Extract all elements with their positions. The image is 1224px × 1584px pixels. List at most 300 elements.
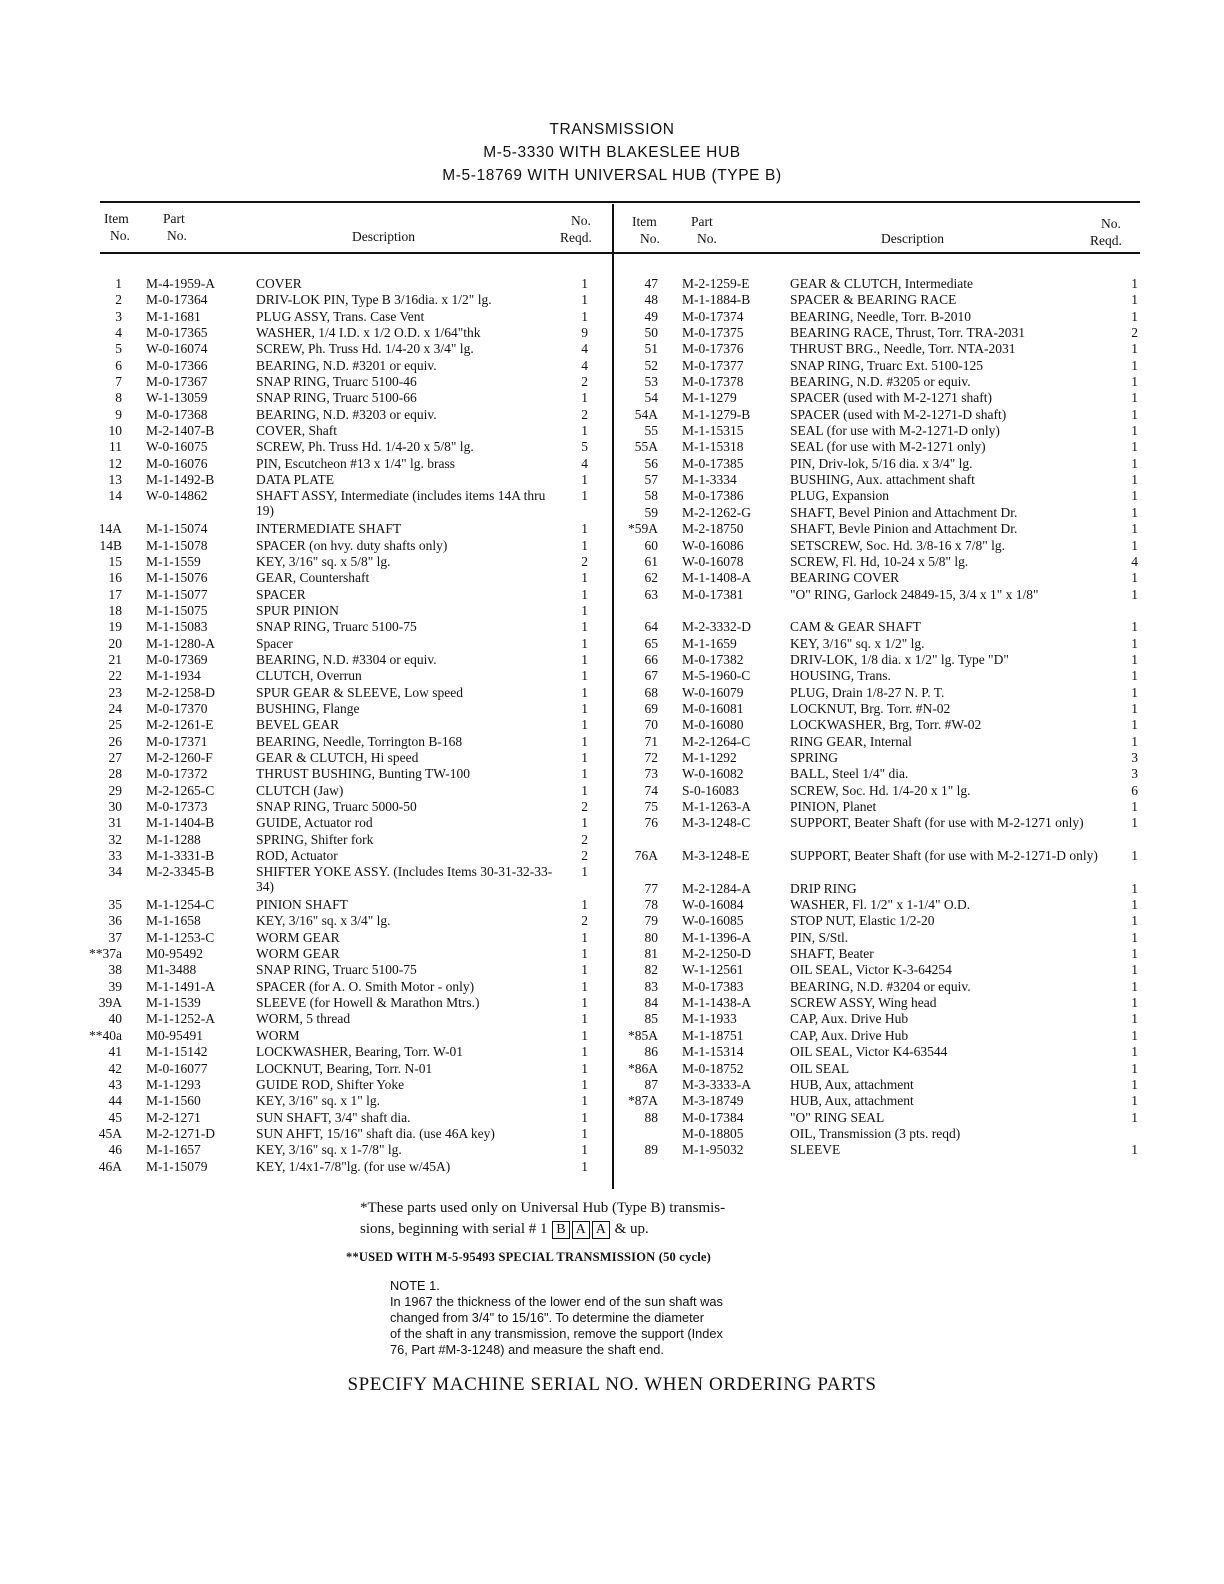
part-description: HUB, Aux, attachment	[790, 1093, 914, 1109]
part-number: M-0-17383	[682, 978, 744, 994]
quantity-required: 1	[581, 586, 588, 602]
table-row	[0, 276, 612, 292]
item-number: 87	[644, 1076, 658, 1092]
quantity-required: 2	[581, 848, 588, 864]
header-reqd: Reqd.	[1090, 233, 1122, 248]
part-number: M-0-17384	[682, 1109, 744, 1125]
note-line: changed from 3/4" to 15/16". To determine the diameter	[390, 1310, 705, 1325]
part-description: KEY, 3/16" sq. x 3/4" lg.	[256, 913, 391, 929]
part-description: SCREW, Fl. Hd, 10-24 x 5/8" lg.	[790, 553, 969, 569]
table-row	[0, 488, 612, 521]
table-row	[612, 717, 1140, 733]
table-row	[612, 668, 1140, 684]
note-line: In 1967 the thickness of the lower end of the sun shaft was	[390, 1294, 723, 1309]
header-no: No.	[1101, 216, 1121, 231]
item-number: 48	[644, 292, 658, 308]
footnote-line-1: *These parts used only on Universal Hub (Type B) transmis-	[360, 1200, 726, 1216]
table-row	[612, 1093, 1140, 1109]
item-number: 39	[108, 978, 122, 994]
part-number: W-0-16079	[682, 684, 744, 700]
table-row	[612, 652, 1140, 668]
part-number: M-0-17381	[682, 586, 744, 602]
part-description: GEAR, Countershaft	[256, 570, 370, 586]
quantity-required: 1	[581, 292, 588, 308]
part-number: M-0-17376	[682, 341, 744, 357]
quantity-required: 1	[581, 978, 588, 994]
table-row	[0, 750, 612, 766]
table-row	[612, 913, 1140, 929]
part-description: Spacer	[256, 635, 293, 651]
part-number: M-0-17382	[682, 651, 744, 667]
header-no: No.	[571, 213, 591, 228]
table-row	[612, 930, 1140, 946]
part-description: SPACER (used with M-2-1271 shaft)	[790, 390, 993, 406]
footnote-line-2-text: sions, beginning with serial # 1	[360, 1221, 548, 1237]
note-line: 76, Part #M-3-1248) and measure the shaft end.	[390, 1342, 664, 1357]
item-number: 84	[644, 995, 658, 1011]
title-line-3: M-5-18769 WITH UNIVERSAL HUB (TYPE B)	[442, 167, 782, 184]
part-description: OIL SEAL, Victor K-3-64254	[790, 962, 952, 978]
item-number: 17	[108, 586, 122, 602]
part-description: SPACER (used with M-2-1271-D shaft)	[790, 406, 1007, 422]
part-number: M-1-1279-B	[682, 406, 751, 422]
quantity-required: 1	[1131, 684, 1138, 700]
quantity-required: 1	[1131, 504, 1138, 520]
item-number: 6	[115, 357, 122, 373]
part-number: M-1-1438-A	[682, 995, 751, 1011]
item-number: 22	[108, 668, 122, 684]
part-description: HUB, Aux, attachment	[790, 1076, 914, 1092]
part-description: WORM GEAR	[256, 929, 340, 945]
part-description: SPACER	[256, 586, 306, 602]
part-number: M-1-1560	[146, 1093, 201, 1109]
part-description: SHAFT, Beater	[790, 946, 874, 962]
item-number: 2	[115, 292, 122, 308]
part-number: M-2-1265-C	[146, 782, 215, 798]
header-bottom-rule	[100, 252, 1140, 254]
quantity-required: 1	[1131, 929, 1138, 945]
quantity-required: 1	[1131, 897, 1138, 913]
part-description: SCREW, Soc. Hd. 1/4-20 x 1" lg.	[790, 782, 971, 798]
item-number: 71	[644, 733, 658, 749]
table-row	[0, 685, 612, 701]
quantity-required: 1	[1131, 799, 1138, 814]
table-row	[0, 848, 612, 864]
item-number: *86A	[628, 1060, 658, 1076]
item-number: *87A	[628, 1093, 658, 1109]
note-heading: NOTE 1.	[390, 1278, 440, 1293]
item-number: 41	[108, 1044, 122, 1060]
quantity-required: 1	[581, 276, 588, 291]
table-row	[0, 1110, 612, 1126]
part-number: W-1-13059	[146, 390, 208, 406]
item-number: 76	[644, 815, 658, 831]
part-number: M-2-1262-G	[682, 504, 751, 520]
part-number: M-1-1492-B	[146, 472, 215, 488]
part-number: M-0-17377	[682, 357, 744, 373]
part-description: DRIP RING	[790, 880, 857, 896]
table-row	[612, 309, 1140, 325]
quantity-required: 1	[581, 423, 588, 439]
item-number: 14A	[98, 521, 122, 537]
item-number: 9	[115, 406, 122, 422]
quantity-required: 1	[1131, 700, 1138, 716]
header-part-no: No.	[697, 231, 717, 246]
part-number: M-5-1960-C	[682, 668, 751, 684]
table-row	[612, 979, 1140, 995]
part-number: M-1-15315	[682, 423, 744, 439]
quantity-required: 1	[581, 1125, 588, 1141]
left-parts-table	[0, 276, 612, 1175]
universal-hub-footnote	[360, 1198, 725, 1240]
quantity-required: 1	[581, 619, 588, 635]
part-number: M-0-16081	[682, 700, 744, 716]
item-number: 82	[644, 962, 658, 978]
part-number: M-1-15076	[146, 570, 208, 586]
table-row	[0, 390, 612, 406]
quantity-required: 1	[581, 1027, 588, 1043]
header-item: Item	[632, 214, 657, 229]
part-description: BEARING, N.D. #3205 or equiv.	[790, 374, 971, 390]
quantity-required: 1	[1131, 357, 1138, 373]
quantity-required: 1	[1131, 292, 1138, 308]
part-number: M-2-18750	[682, 521, 744, 537]
part-number: M-1-1884-B	[682, 292, 751, 308]
quantity-required: 1	[581, 962, 588, 978]
table-row	[612, 750, 1140, 766]
table-row	[612, 488, 1140, 504]
part-description: SPUR PINION	[256, 602, 339, 618]
quantity-required: 1	[1131, 439, 1138, 455]
quantity-required: 1	[1131, 1011, 1138, 1027]
part-number: M-1-1658	[146, 913, 201, 929]
table-row	[0, 603, 612, 619]
header-reqd: Reqd.	[560, 230, 592, 245]
item-number: 12	[108, 455, 122, 471]
quantity-required: 1	[1131, 815, 1138, 831]
item-number: 83	[644, 978, 658, 994]
part-description: WASHER, Fl. 1/2" x 1-1/4" O.D.	[790, 897, 971, 913]
table-row	[612, 946, 1140, 962]
quantity-required: 1	[1131, 913, 1138, 929]
item-number: 43	[108, 1076, 122, 1092]
item-number: 54	[644, 390, 658, 406]
part-number: W-0-16085	[682, 913, 744, 929]
table-row	[612, 734, 1140, 750]
part-description: PIN, S/Stl.	[790, 929, 849, 945]
part-number: M-1-1408-A	[682, 570, 751, 586]
quantity-required: 1	[581, 1142, 588, 1158]
part-description: LOCKNUT, Brg. Torr. #N-02	[790, 700, 951, 716]
item-number: **37a	[89, 946, 122, 962]
part-description: SPACER & BEARING RACE	[790, 292, 957, 308]
table-row	[0, 587, 612, 603]
part-number: M-0-17378	[682, 374, 744, 390]
part-number: M-1-1559	[146, 553, 201, 569]
table-row	[612, 1061, 1140, 1077]
part-description: SPRING	[790, 749, 839, 765]
item-number: 1	[115, 276, 122, 291]
item-number: 66	[644, 651, 658, 667]
item-number: 67	[644, 668, 658, 684]
part-number: M0-95492	[146, 946, 203, 962]
table-row	[612, 701, 1140, 717]
part-number: M-1-3334	[682, 472, 737, 488]
item-number: *59A	[628, 521, 658, 537]
serial-box: A	[592, 1221, 610, 1239]
table-row	[0, 554, 612, 570]
table-row	[0, 636, 612, 652]
header-description: Description	[352, 229, 415, 244]
quantity-required: 1	[1131, 1076, 1138, 1092]
item-number: 77	[644, 880, 658, 896]
part-description: CAM & GEAR SHAFT	[790, 619, 921, 635]
part-number: M-1-1404-B	[146, 815, 215, 831]
table-row	[612, 505, 1140, 521]
part-description: SPACER (on hvy. duty shafts only)	[256, 537, 448, 553]
quantity-required: 1	[1131, 276, 1138, 291]
item-number: 3	[115, 308, 122, 324]
item-number: 45	[108, 1109, 122, 1125]
table-row	[0, 456, 612, 472]
table-row	[612, 325, 1140, 341]
part-number: M-4-1959-A	[146, 276, 215, 291]
item-number: 89	[644, 1142, 658, 1158]
part-number: M-1-15075	[146, 602, 208, 618]
table-row	[0, 374, 612, 390]
document-title	[0, 118, 1224, 187]
item-number: 37	[108, 929, 122, 945]
item-number: 86	[644, 1044, 658, 1060]
item-number: 29	[108, 782, 122, 798]
part-number: M-0-17372	[146, 766, 208, 782]
quantity-required: 1	[1131, 423, 1138, 439]
item-number: 68	[644, 684, 658, 700]
part-description: SNAP RING, Truarc 5000-50	[256, 799, 417, 814]
table-row	[0, 864, 612, 897]
part-number: W-0-14862	[146, 488, 208, 504]
item-number: 34	[108, 864, 122, 880]
part-number: M-2-1261-E	[146, 717, 214, 733]
part-number: M-2-1260-F	[146, 749, 213, 765]
table-row	[612, 358, 1140, 374]
part-description: COVER	[256, 276, 302, 291]
quantity-required: 1	[581, 1158, 588, 1174]
item-number: 14B	[99, 537, 122, 553]
item-number: 73	[644, 766, 658, 782]
item-number: *85A	[628, 1027, 658, 1043]
quantity-required: 1	[581, 946, 588, 962]
table-row	[612, 962, 1140, 978]
part-description: BALL, Steel 1/4" dia.	[790, 766, 909, 782]
quantity-required: 1	[581, 537, 588, 553]
part-description: PIN, Driv-lok, 5/16 dia. x 3/4" lg.	[790, 455, 973, 471]
part-description: GUIDE ROD, Shifter Yoke	[256, 1076, 405, 1092]
item-number: 35	[108, 897, 122, 913]
part-description: "O" RING, Garlock 24849-15, 3/4 x 1" x 1/8"	[790, 586, 1039, 602]
table-row	[612, 783, 1140, 799]
quantity-required: 1	[1131, 308, 1138, 324]
table-row	[612, 1142, 1140, 1158]
quantity-required: 9	[581, 325, 588, 341]
quantity-required: 2	[581, 831, 588, 847]
header-part-no: No.	[167, 228, 187, 243]
quantity-required: 1	[1131, 1142, 1138, 1158]
quantity-required: 1	[1131, 1027, 1138, 1043]
part-description: KEY, 3/16" sq. x 5/8" lg.	[256, 553, 391, 569]
item-number: 62	[644, 570, 658, 586]
table-row	[612, 881, 1140, 897]
quantity-required: 4	[1131, 553, 1138, 569]
part-description: RING GEAR, Internal	[790, 733, 912, 749]
table-row	[0, 1126, 612, 1142]
part-number: M-1-1934	[146, 668, 201, 684]
part-number: W-0-16084	[682, 897, 744, 913]
part-number: M-0-17386	[682, 488, 744, 504]
part-description: PLUG, Expansion	[790, 488, 889, 504]
part-number: M-1-15142	[146, 1044, 208, 1060]
item-number: 13	[108, 472, 122, 488]
part-number: M-1-1659	[682, 635, 737, 651]
item-number: 47	[644, 276, 658, 291]
part-description: BEARING, N.D. #3204 or equiv.	[790, 978, 971, 994]
part-description: LOCKWASHER, Bearing, Torr. W-01	[256, 1044, 464, 1060]
quantity-required: 1	[581, 864, 588, 880]
ordering-instruction: SPECIFY MACHINE SERIAL NO. WHEN ORDERING PARTS	[347, 1374, 877, 1395]
quantity-required: 1	[1131, 521, 1138, 537]
table-row	[612, 390, 1140, 406]
item-number: 10	[108, 423, 122, 439]
part-number: M-2-1250-D	[682, 946, 751, 962]
table-row	[612, 1077, 1140, 1093]
part-number: M-0-17375	[682, 325, 744, 341]
part-number: M-0-17368	[146, 406, 208, 422]
table-row	[0, 1093, 612, 1109]
quantity-required: 1	[1131, 733, 1138, 749]
table-row	[0, 995, 612, 1011]
part-description: OIL, Transmission (3 pts. reqd)	[790, 1125, 961, 1141]
part-number: M-1-15078	[146, 537, 208, 553]
quantity-required: 1	[581, 1093, 588, 1109]
table-row	[612, 1110, 1140, 1126]
part-description: SHIFTER YOKE ASSY. (Includes Items 30-31-32-33-34)	[256, 864, 553, 895]
part-number: M-0-17371	[146, 733, 208, 749]
item-number: 8	[115, 390, 122, 406]
part-description: OIL SEAL	[790, 1060, 850, 1076]
table-row	[0, 292, 612, 308]
item-number: 42	[108, 1060, 122, 1076]
quantity-required: 1	[1131, 668, 1138, 684]
part-number: M-1-15314	[682, 1044, 744, 1060]
quantity-required: 1	[581, 782, 588, 798]
item-number: 21	[108, 651, 122, 667]
item-number: 14	[108, 488, 122, 504]
part-description: PLUG, Drain 1/8-27 N. P. T.	[790, 684, 945, 700]
table-row	[612, 472, 1140, 488]
item-number: 44	[108, 1093, 122, 1109]
item-number: 59	[644, 504, 658, 520]
quantity-required: 1	[1131, 586, 1138, 602]
part-number: M-1-15318	[682, 439, 744, 455]
part-number: W-0-16078	[682, 553, 744, 569]
item-number: 85	[644, 1011, 658, 1027]
part-description: DATA PLATE	[256, 472, 335, 488]
table-row	[612, 521, 1140, 537]
table-row	[0, 766, 612, 782]
table-row	[612, 292, 1140, 308]
quantity-required: 3	[1131, 749, 1138, 765]
quantity-required: 1	[581, 1011, 588, 1027]
part-number: M-1-1293	[146, 1076, 201, 1092]
item-number: 74	[644, 782, 658, 798]
part-description: BEVEL GEAR	[256, 717, 340, 733]
part-number: M-1-1681	[146, 308, 201, 324]
item-number: 19	[108, 619, 122, 635]
item-number: 27	[108, 749, 122, 765]
part-description: LOCKWASHER, Brg, Torr. #W-02	[790, 717, 982, 733]
part-number: M-1-1280-A	[146, 635, 215, 651]
quantity-required: 1	[1131, 1093, 1138, 1109]
part-description: SNAP RING, Truarc 5100-75	[256, 962, 417, 978]
quantity-required: 1	[1131, 635, 1138, 651]
quantity-required: 1	[1131, 1044, 1138, 1060]
quantity-required: 1	[1131, 472, 1138, 488]
part-number: M-2-1271-D	[146, 1125, 215, 1141]
part-description: PLUG ASSY, Trans. Case Vent	[256, 308, 425, 324]
table-row	[0, 1077, 612, 1093]
part-number: M-2-3345-B	[146, 864, 215, 880]
item-number: 46A	[98, 1158, 122, 1174]
part-description: PINION SHAFT	[256, 897, 348, 913]
part-description: OIL SEAL, Victor K4-63544	[790, 1044, 948, 1060]
quantity-required: 1	[581, 717, 588, 733]
part-number: M-0-17370	[146, 700, 208, 716]
table-row	[0, 472, 612, 488]
part-description: SUN AHFT, 15/16" shaft dia. (use 46A key)	[256, 1125, 495, 1141]
table-row	[612, 439, 1140, 455]
quantity-required: 1	[581, 929, 588, 945]
table-row	[0, 815, 612, 831]
part-number: W-1-12561	[682, 962, 744, 978]
item-number: 65	[644, 635, 658, 651]
table-row	[0, 962, 612, 978]
table-row	[0, 309, 612, 325]
table-row	[612, 341, 1140, 357]
table-row	[0, 1159, 612, 1175]
quantity-required: 1	[1131, 995, 1138, 1011]
table-row	[0, 717, 612, 733]
quantity-required: 4	[581, 357, 588, 373]
part-description: WASHER, 1/4 I.D. x 1/2 O.D. x 1/64"thk	[256, 325, 481, 341]
part-number: M-0-17374	[682, 308, 744, 324]
part-description: BEARING, N.D. #3203 or equiv.	[256, 406, 437, 422]
part-number: M-1-1292	[682, 749, 737, 765]
item-number: 16	[108, 570, 122, 586]
table-row	[0, 1011, 612, 1027]
part-description: SNAP RING, Truarc 5100-75	[256, 619, 417, 635]
part-description: SHAFT, Bevle Pinion and Attachment Dr.	[790, 521, 1018, 537]
quantity-required: 1	[1131, 341, 1138, 357]
table-row	[612, 685, 1140, 701]
part-description: BUSHING, Flange	[256, 700, 360, 716]
table-row	[0, 734, 612, 750]
part-description: SNAP RING, Truarc Ext. 5100-125	[790, 357, 984, 373]
table-row	[0, 652, 612, 668]
item-number: 55A	[634, 439, 658, 455]
item-number: 30	[108, 799, 122, 814]
right-parts-table	[612, 276, 1140, 1159]
quantity-required: 2	[1131, 325, 1138, 341]
